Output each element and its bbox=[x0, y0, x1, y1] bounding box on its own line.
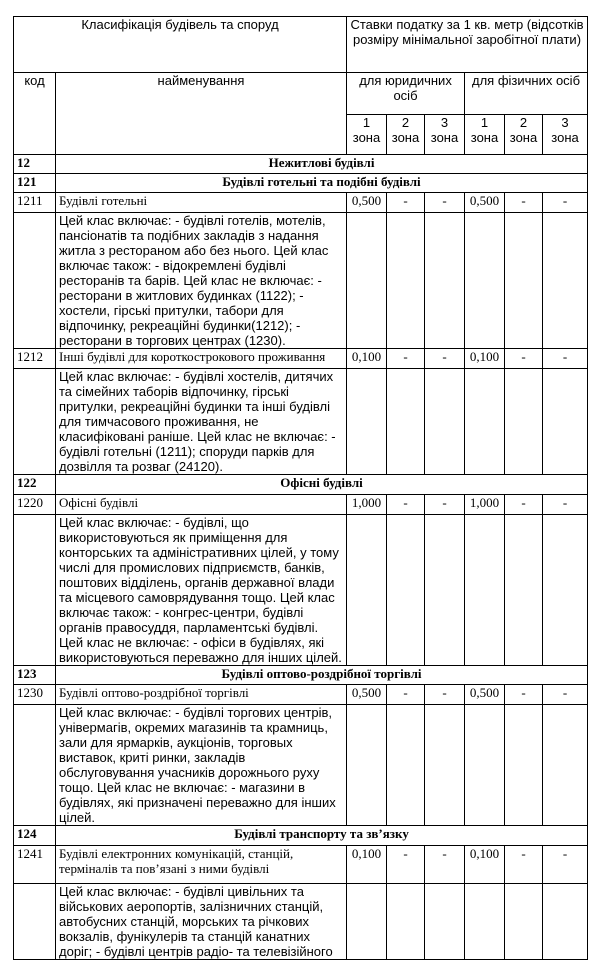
rate-cell: - bbox=[505, 495, 543, 515]
zone-header: 3 зона bbox=[543, 115, 588, 155]
empty-rate-cell bbox=[347, 213, 387, 349]
empty-rate-cell bbox=[465, 705, 505, 826]
empty-rate-cell bbox=[465, 884, 505, 960]
rate-cell: 0,500 bbox=[465, 685, 505, 705]
rate-cell: - bbox=[543, 846, 588, 884]
empty-rate-cell bbox=[387, 705, 425, 826]
description-row bbox=[14, 213, 588, 349]
legal-entities-header: для юридичних осіб bbox=[347, 73, 465, 115]
rate-cell: - bbox=[387, 495, 425, 515]
rate-cell: 0,100 bbox=[347, 846, 387, 884]
empty-rate-cell bbox=[347, 369, 387, 475]
empty-rate-cell bbox=[425, 705, 465, 826]
section-row bbox=[14, 826, 588, 846]
description-text: Цей клас включає: - будівлі готелів, мотелів, пансіонатів та подібних закладів з надання житла з рестораном або без нього. Цей клас включає також: - відокремлені будівлі ресторанів та барів. Цей клас не включає: - ресторани в житлових будинках (1122); - хостели, гірські притулки, табори для відпочинку, рекреаційні будинки(1212); - ресторани в торгових центрах (1230). bbox=[56, 213, 347, 349]
rate-cell: - bbox=[505, 193, 543, 213]
empty-rate-cell bbox=[425, 369, 465, 475]
empty-rate-cell bbox=[387, 213, 425, 349]
item-name: Інші будівлі для короткострокового проживання bbox=[56, 349, 347, 369]
rate-cell: - bbox=[425, 846, 465, 884]
item-code: 1241 bbox=[14, 846, 56, 884]
rate-cell: - bbox=[425, 349, 465, 369]
item-code: 1212 bbox=[14, 349, 56, 369]
empty-rate-cell bbox=[505, 213, 543, 349]
rate-cell: 0,500 bbox=[347, 193, 387, 213]
empty-rate-cell bbox=[387, 884, 425, 960]
item-row bbox=[14, 846, 588, 884]
empty-rate-cell bbox=[543, 213, 588, 349]
rate-cell: - bbox=[387, 685, 425, 705]
individuals-header: для фізичних осіб bbox=[465, 73, 588, 115]
empty-rate-cell bbox=[505, 884, 543, 960]
item-code: 1230 bbox=[14, 685, 56, 705]
empty-rate-cell bbox=[543, 369, 588, 475]
rate-cell: - bbox=[543, 193, 588, 213]
item-row bbox=[14, 193, 588, 213]
rates-header: Ставки податку за 1 кв. метр (відсотків розміру мінімальної заробітної плати) bbox=[347, 17, 588, 73]
empty-rate-cell bbox=[425, 213, 465, 349]
empty-rate-cell bbox=[543, 515, 588, 666]
item-row bbox=[14, 495, 588, 515]
rate-cell: 1,000 bbox=[465, 495, 505, 515]
section-title: Офісні будівлі bbox=[56, 475, 588, 495]
empty-rate-cell bbox=[543, 705, 588, 826]
empty-rate-cell bbox=[543, 884, 588, 960]
rate-cell: - bbox=[505, 685, 543, 705]
empty-rate-cell bbox=[347, 515, 387, 666]
section-row bbox=[14, 155, 588, 174]
item-row bbox=[14, 349, 588, 369]
empty-rate-cell bbox=[387, 369, 425, 475]
section-code: 124 bbox=[14, 826, 56, 846]
rate-cell: 0,500 bbox=[465, 193, 505, 213]
zone-header: 3 зона bbox=[425, 115, 465, 155]
empty-rate-cell bbox=[505, 515, 543, 666]
item-name: Офісні будівлі bbox=[56, 495, 347, 515]
item-name: Будівлі оптово-роздрібної торгівлі bbox=[56, 685, 347, 705]
empty-rate-cell bbox=[505, 369, 543, 475]
rate-cell: 0,100 bbox=[465, 846, 505, 884]
section-title: Будівлі транспорту та зв’язку bbox=[56, 826, 588, 846]
classification-header: Класифікація будівель та споруд bbox=[14, 17, 347, 73]
rate-cell: - bbox=[505, 349, 543, 369]
rate-cell: - bbox=[543, 685, 588, 705]
rate-cell: - bbox=[387, 349, 425, 369]
rate-cell: - bbox=[543, 349, 588, 369]
rate-cell: 0,100 bbox=[465, 349, 505, 369]
item-code: 1211 bbox=[14, 193, 56, 213]
rate-cell: - bbox=[505, 846, 543, 884]
empty-rate-cell bbox=[465, 369, 505, 475]
section-title: Нежитлові будівлі bbox=[56, 155, 588, 174]
name-header: найменування bbox=[56, 73, 347, 155]
item-row bbox=[14, 685, 588, 705]
empty-code-cell bbox=[14, 884, 56, 960]
empty-rate-cell bbox=[465, 213, 505, 349]
section-title: Будівлі оптово-роздрібної торгівлі bbox=[56, 666, 588, 685]
rate-cell: - bbox=[425, 685, 465, 705]
zone-header: 1 зона bbox=[347, 115, 387, 155]
rate-cell: - bbox=[543, 495, 588, 515]
description-text: Цей клас включає: - будівлі цивільних та військових аеропортів, залізничних станцій, автобусних станцій, морських та річкових вокзалів, фунікулерів та станцій канатних доріг; - будівлі центрів радіо- та телевізійного bbox=[56, 884, 347, 960]
section-code: 12 bbox=[14, 155, 56, 174]
empty-code-cell bbox=[14, 213, 56, 349]
rate-cell: - bbox=[425, 495, 465, 515]
section-row bbox=[14, 174, 588, 193]
item-name: Будівлі готельні bbox=[56, 193, 347, 213]
description-row bbox=[14, 705, 588, 826]
description-text: Цей клас включає: - будівлі торгових центрів, універмагів, окремих магазинів та крамниць, зали для ярмарків, аукціонів, торговых виставок, криті ринки, закладів обслуговування учасників дорожнього руху тощо. Цей клас не включає: - магазини в будівлях, які призначені переважно для інших цілей. bbox=[56, 705, 347, 826]
empty-rate-cell bbox=[347, 705, 387, 826]
description-text: Цей клас включає: - будівлі, що використовуються як приміщення для конторських та адміністративних цілей, у тому числі для промислових підприємств, банків, поштових відділень, органів державної влади та місцевого самоврядування тощо. Цей клас включає також: - конгрес-центри, будівлі органів правосуддя, парламентські будівлі. Цей клас не включає: - офіси в будівлях, які використовуються переважно для інших цілей. bbox=[56, 515, 347, 666]
rate-cell: 0,500 bbox=[347, 685, 387, 705]
empty-rate-cell bbox=[387, 515, 425, 666]
rate-cell: 0,100 bbox=[347, 349, 387, 369]
section-code: 121 bbox=[14, 174, 56, 193]
rate-cell: - bbox=[387, 193, 425, 213]
empty-rate-cell bbox=[465, 515, 505, 666]
rate-cell: 1,000 bbox=[347, 495, 387, 515]
code-header: код bbox=[14, 73, 56, 155]
section-code: 122 bbox=[14, 475, 56, 495]
empty-rate-cell bbox=[505, 705, 543, 826]
item-code: 1220 bbox=[14, 495, 56, 515]
section-title: Будівлі готельні та подібні будівлі bbox=[56, 174, 588, 193]
empty-code-cell bbox=[14, 369, 56, 475]
rate-cell: - bbox=[387, 846, 425, 884]
zone-header: 2 зона bbox=[387, 115, 425, 155]
description-row bbox=[14, 369, 588, 475]
tax-rates-table bbox=[13, 16, 588, 960]
page-wrapper bbox=[13, 16, 588, 960]
empty-rate-cell bbox=[347, 884, 387, 960]
empty-rate-cell bbox=[425, 884, 465, 960]
description-row bbox=[14, 884, 588, 960]
empty-code-cell bbox=[14, 515, 56, 666]
empty-rate-cell bbox=[425, 515, 465, 666]
zone-header: 2 зона bbox=[505, 115, 543, 155]
section-row bbox=[14, 666, 588, 685]
item-name: Будівлі електронних комунікацій, станцій, терміналів та пов’язані з ними будівлі bbox=[56, 846, 347, 884]
rate-cell: - bbox=[425, 193, 465, 213]
description-row bbox=[14, 515, 588, 666]
section-row bbox=[14, 475, 588, 495]
description-text: Цей клас включає: - будівлі хостелів, дитячих та сімейних таборів відпочинку, гірські притулки, рекреаційні будинки та інші будівлі для тимчасового проживання, не класифіковані раніше. Цей клас не включає: - будівлі готельні (1211); споруди парків для дозвілля та розваг (24120). bbox=[56, 369, 347, 475]
zone-header: 1 зона bbox=[465, 115, 505, 155]
section-code: 123 bbox=[14, 666, 56, 685]
empty-code-cell bbox=[14, 705, 56, 826]
